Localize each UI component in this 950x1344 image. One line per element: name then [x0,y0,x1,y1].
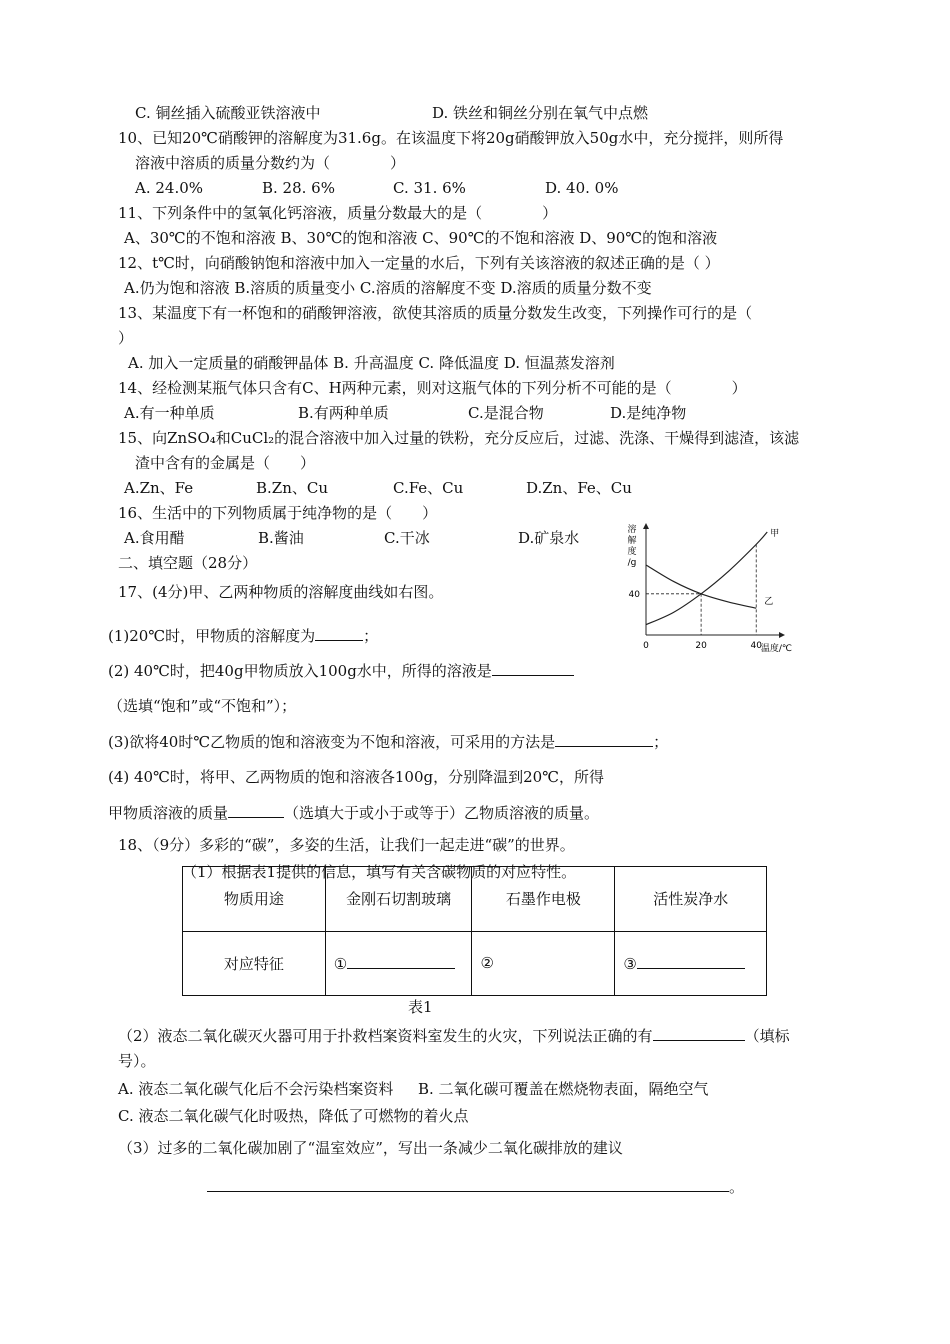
q17-part1-answer-blank[interactable] [315,625,363,641]
q14-option-c: C.是混合物 [468,404,544,422]
q13-options: A. 加入一定质量的硝酸钾晶体 B. 升高温度 C. 降低温度 D. 恒温蒸发溶剂 [128,354,615,372]
x-tick-40: 40 [750,641,762,651]
q17-part2 [108,660,574,681]
q10-stem-line1: 10、已知20℃硝酸钾的溶解度为31.6g。在该温度下将20g硝酸钾放入50g水中，充分搅拌，则所得 [118,129,784,147]
solubility-chart [622,520,792,660]
table-answer-blank-3[interactable] [637,953,745,969]
table-answer-cell-1 [325,931,472,996]
q10-option-a: A. 24.0% [135,179,204,197]
q16-stem: 16、生活中的下列物质属于纯净物的是（ ） [118,504,438,522]
series-jia-curve [646,532,767,625]
x-tick-0: 0 [643,641,649,651]
q17-part1-text: (1)20℃时，甲物质的溶解度为 [108,627,316,645]
table-row-label: 对应特征 [183,931,326,996]
q18-part2-line1 [118,1025,790,1046]
q12-stem: 12、t℃时，向硝酸钠饱和溶液中加入一定量的水后，下列有关该溶液的叙述正确的是（ ） [118,254,720,272]
y-tick-40: 40 [628,589,640,600]
q18-option-c: C. 液态二氧化碳气化时吸热，降低了可燃物的着火点 [118,1107,469,1125]
q16-option-b: B.酱油 [258,529,304,547]
table-header-cell: 物质用途 [183,867,326,932]
table-answer-cell-2[interactable] [472,931,615,996]
x-tick-20: 20 [695,641,707,651]
q16-option-c: C.干冰 [384,529,430,547]
q15-stem-line1: 15、向ZnSO₄和CuCl₂的混合溶液中加入过量的铁粉，充分反应后，过滤、洗涤、干燥得到滤渣，该滤 [118,429,800,447]
q18-part3-end: 。 [729,1178,745,1196]
y-axis-char-4: /g [627,558,637,568]
q14-stem: 14、经检测某瓶气体只含有C、H两种元素，则对这瓶气体的下列分析不可能的是（ ） [118,379,747,397]
q10-option-d: D. 40. 0% [545,179,619,197]
q16-option-d: D.矿泉水 [518,529,580,547]
y-axis-arrow [643,523,649,529]
q15-option-c: C.Fe、Cu [393,479,464,497]
q18-part2-line2: 号）。 [118,1052,156,1070]
q18-part2-text-end: （填标 [744,1027,790,1045]
q17-part2-text: (2) 40℃时，把40g甲物质放入100g水中，所得的溶液是 [108,662,492,680]
q18-part2-text: （2）液态二氧化碳灭火器可用于扑救档案资料室发生的火灾，下列说法正确的有 [118,1027,653,1045]
q18-part2-answer-blank[interactable] [653,1025,745,1041]
y-axis-title [627,523,636,568]
q15-option-a: A.Zn、Fe [124,479,194,497]
q14-option-d: D.是纯净物 [610,404,687,422]
q15-stem-line2: 渣中含有的金属是（ ） [135,454,316,472]
y-axis-char-1: 溶 [627,525,637,535]
table-header-cell: 石墨作电极 [472,867,615,932]
table-caption: 表1 [408,998,433,1016]
q9-option-c: C. 铜丝插入硫酸亚铁溶液中 [135,104,321,122]
q14-option-a: A.有一种单质 [124,404,215,422]
y-axis-char-3: 度 [627,547,637,557]
q10-stem-line2: 溶液中溶质的质量分数约为（ ） [135,154,406,172]
q17-part3-answer-blank[interactable] [555,731,653,747]
q10-option-c: C. 31. 6% [393,179,466,197]
q18-part1: （1）根据表1提供的信息，填写有关含碳物质的对应特性。 [182,863,577,881]
q16-option-a: A.食用醋 [124,529,185,547]
q18-part3-answer-blank[interactable] [207,1176,729,1192]
q17-part4-text-a: 甲物质溶液的质量 [108,804,229,822]
answer-mark-3: ③ [623,955,637,974]
q13-stem-line1: 13、某温度下有一杯饱和的硝酸钾溶液，欲使其溶质的质量分数发生改变，下列操作可行的是（ [118,304,753,322]
q17-part2-hint: （选填“饱和”或“不饱和”）； [108,697,297,715]
q18-stem: 18、（9分）多彩的“碳”，多姿的生活，让我们一起走进“碳”的世界。 [118,836,575,854]
q18-part3-answer-line [207,1176,744,1197]
q15-option-b: B.Zn、Cu [256,479,329,497]
q17-part1-end: ； [363,627,379,645]
q18-part3: （3）过多的二氧化碳加剧了“温室效应”，写出一条减少二氧化碳排放的建议 [118,1139,623,1157]
x-axis-arrow [779,632,785,638]
table-header-cell: 金刚石切割玻璃 [325,867,472,932]
q11-options: A、30℃的不饱和溶液 B、30℃的饱和溶液 C、90℃的不饱和溶液 D、90℃的饱和溶液 [124,229,718,247]
table-answer-cell-3 [615,931,767,996]
q17-part3 [108,731,668,752]
q11-stem: 11、下列条件中的氢氧化钙溶液，质量分数最大的是（ ） [118,204,558,222]
series-yi-label: 乙 [764,597,774,608]
table-header-cell: 活性炭净水 [615,867,767,932]
q17-part4-answer-blank[interactable] [228,802,284,818]
q17-part1 [108,625,378,646]
q10-option-b: B. 28. 6% [262,179,335,197]
q17-stem: 17、(4分)甲、乙两种物质的溶解度曲线如右图。 [118,583,444,601]
answer-mark-1: ① [333,955,348,974]
y-axis-char-2: 解 [627,536,637,546]
q17-part4-line2 [108,802,599,823]
q17-part4-text-b: （选填大于或小于或等于）乙物质溶液的质量。 [284,804,600,822]
q17-part3-end: ； [653,733,669,751]
section-title-fill-in: 二、填空题（28分） [118,554,258,572]
table-row [183,931,767,996]
q9-option-d: D. 铁丝和铜丝分别在氧气中点燃 [432,104,649,122]
q15-option-d: D.Zn、Fe、Cu [526,479,632,497]
q17-part2-answer-blank[interactable] [492,660,574,676]
table-answer-blank-1[interactable] [347,953,455,969]
series-jia-label: 甲 [770,529,780,539]
x-axis-title: 温度/℃ [760,644,792,654]
answer-mark-2: ② [480,954,494,973]
table-header-row [183,867,767,932]
q14-option-b: B.有两种单质 [298,404,389,422]
q17-part3-text: (3)欲将40时℃乙物质的饱和溶液变为不饱和溶液，可采用的方法是 [108,733,556,751]
q17-part4: (4) 40℃时，将甲、乙两物质的饱和溶液各100g，分别降温到20℃，所得 [108,768,604,786]
carbon-properties-table [182,866,767,996]
q18-option-a: A. 液态二氧化碳气化后不会污染档案资料 [118,1080,394,1098]
q18-option-b: B. 二氧化碳可覆盖在燃烧物表面，隔绝空气 [418,1080,709,1098]
q12-options: A.仍为饱和溶液 B.溶质的质量变小 C.溶质的溶解度不变 D.溶质的质量分数不变 [124,279,652,297]
q13-stem-line2: ） [118,329,134,347]
